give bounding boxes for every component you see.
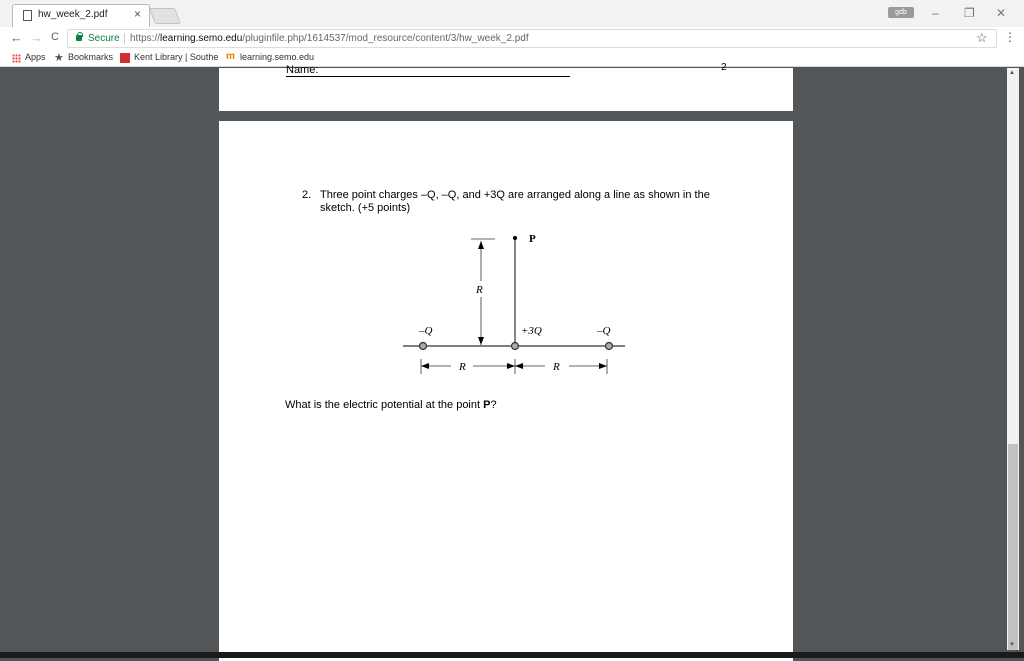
arrow-left-end	[507, 363, 515, 369]
tab-hw-week-2[interactable]	[12, 4, 150, 27]
point-p-marker	[513, 236, 517, 240]
name-label: Name:	[286, 64, 319, 76]
lock-icon	[76, 35, 82, 41]
vertical-distance-label: R	[476, 284, 483, 296]
pdf-page-current	[219, 121, 793, 661]
question-prompt	[285, 399, 497, 411]
arrow-up	[478, 241, 484, 249]
taskbar-edge	[0, 652, 1024, 658]
apps-icon	[12, 54, 21, 63]
arrow-down	[478, 337, 484, 345]
point-p-label: P	[529, 233, 536, 245]
new-tab-button[interactable]	[149, 8, 181, 24]
secure-label: Secure	[88, 33, 120, 44]
url-text	[130, 33, 529, 44]
kent-library-icon	[120, 53, 130, 63]
url-host: learning.semo.edu	[160, 33, 243, 44]
tab-title: hw_week_2.pdf	[38, 9, 108, 20]
left-distance-label: R	[459, 361, 466, 373]
close-icon[interactable]: ×	[133, 7, 141, 21]
arrow-right-start	[515, 363, 523, 369]
center-charge-label: +3Q	[521, 325, 542, 337]
url-separator	[124, 33, 125, 44]
bookmark-apps[interactable]: Apps	[25, 52, 46, 62]
tab-strip	[0, 0, 1024, 27]
address-bar[interactable]	[67, 29, 997, 48]
toolbar	[0, 27, 1024, 50]
semo-icon: m	[226, 51, 235, 62]
name-line	[286, 76, 570, 77]
restore-button[interactable]: ❐	[964, 6, 975, 20]
bookmarks-bar	[0, 50, 1024, 67]
prompt-after: ?	[490, 399, 497, 411]
pdf-page-previous	[219, 62, 793, 111]
left-charge-marker	[420, 343, 427, 350]
bookmark-learning-semo[interactable]: learning.semo.edu	[240, 52, 315, 62]
window-close-button[interactable]: ✕	[996, 6, 1007, 20]
bookmark-bookmarks[interactable]: Bookmarks	[68, 52, 114, 62]
charge-diagram	[399, 229, 639, 379]
left-charge-label: –Q	[419, 325, 433, 337]
menu-icon[interactable]: ⋮	[1004, 30, 1016, 44]
bookmark-kent-library[interactable]: Kent Library | Southe	[134, 52, 219, 62]
prompt-bold: P	[483, 399, 491, 411]
right-charge-marker	[606, 343, 613, 350]
arrow-right-end	[599, 363, 607, 369]
profile-badge[interactable]: gdb	[888, 7, 914, 18]
arrow-left-start	[421, 363, 429, 369]
scroll-down-icon[interactable]: ▼	[1009, 642, 1015, 648]
pdf-viewer[interactable]	[0, 62, 1024, 658]
prompt-before: What is the electric potential at the point	[285, 399, 484, 411]
back-button[interactable]: ←	[10, 30, 23, 45]
forward-button[interactable]: →	[30, 30, 43, 45]
url-scheme: https://	[130, 33, 161, 44]
minimize-button[interactable]: –	[932, 6, 939, 20]
url-path: /pluginfile.php/1614537/mod_resource/content/3/hw_week_2.pdf	[242, 33, 529, 44]
question-number: 2.	[302, 189, 312, 201]
file-icon	[23, 10, 32, 21]
scrollbar-thumb[interactable]	[1008, 444, 1018, 650]
center-charge-marker	[512, 343, 519, 350]
star-icon: ★	[54, 52, 64, 64]
question-text: Three point charges –Q, –Q, and +3Q are arranged along a line as shown in the sketch. (+5 points)	[320, 189, 710, 214]
right-distance-label: R	[553, 361, 560, 373]
bookmark-star-icon[interactable]: ☆	[976, 30, 988, 45]
reload-button[interactable]: C	[51, 31, 59, 43]
page-number: 2	[721, 62, 727, 73]
right-charge-label: –Q	[597, 325, 611, 337]
scroll-up-icon[interactable]: ▲	[1009, 70, 1015, 76]
